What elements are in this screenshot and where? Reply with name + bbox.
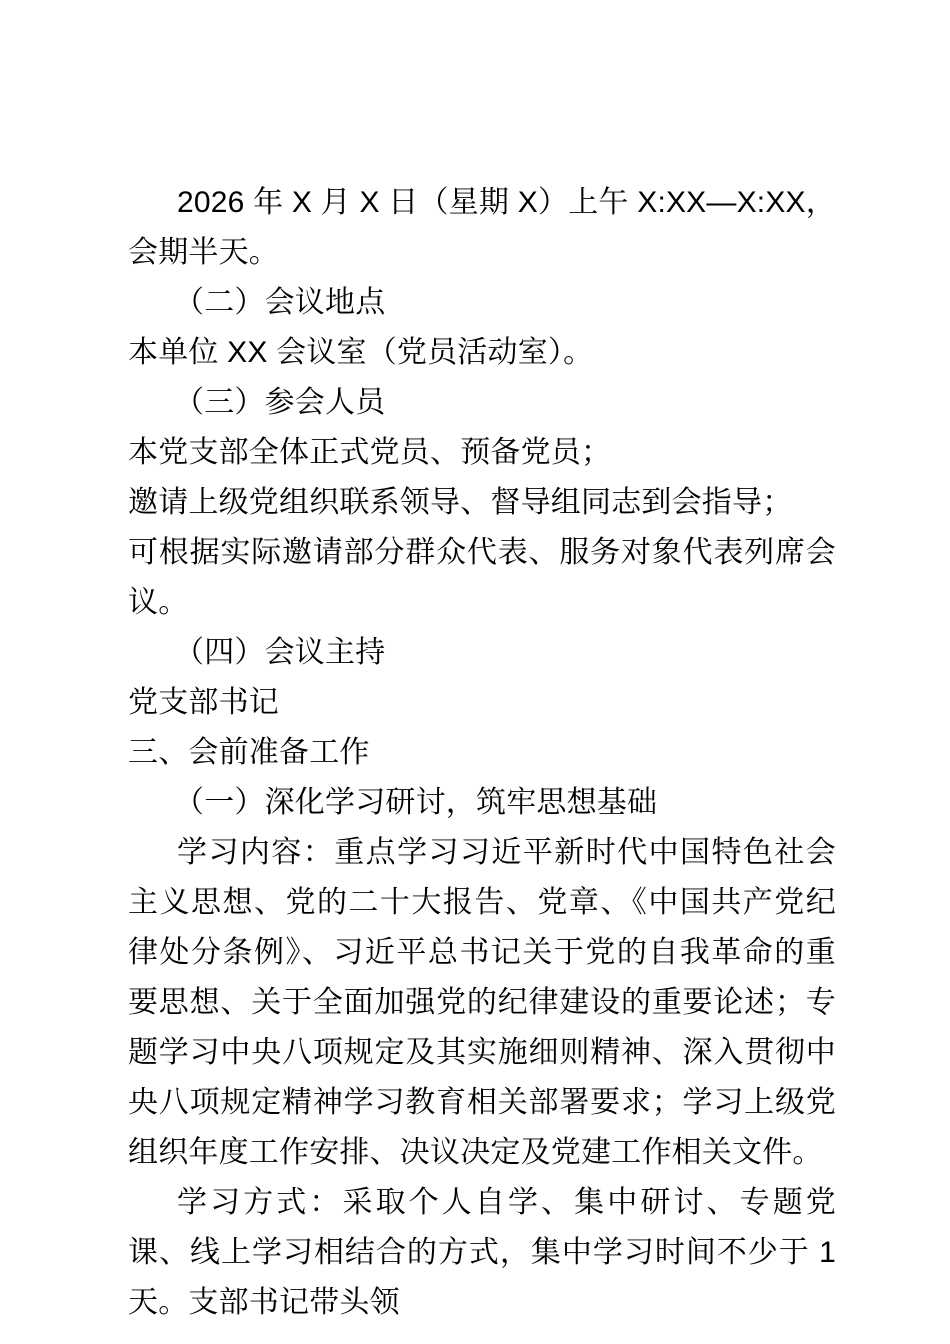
paragraph-meeting-time: 2026 年 X 月 X 日（星期 X）上午 X:XX—X:XX，会期半天。 [128, 186, 836, 269]
paragraph-section-2-venue-body: 本单位 XX 会议室（党员活动室）。 [128, 336, 594, 369]
paragraph-attendees-public-representatives: 可根据实际邀请部分群众代表、服务对象代表列席会议。 [128, 536, 836, 619]
paragraph-attendees-invited-leaders: 邀请上级党组织联系领导、督导组同志到会指导； [128, 486, 793, 519]
paragraph-study-method: 学习方式：采取个人自学、集中研讨、专题党课、线上学习相结合的方式，集中学习时间不少于 1 天。支部书记带头领 [128, 1186, 836, 1319]
paragraph-study-content: 学习内容：重点学习习近平新时代中国特色社会主义思想、党的二十大报告、党章、《中国共产党纪律处分条例》、习近平总书记关于党的自我革命的重要思想、关于全面加强党的纪律建设的重要论述；专题学习中央八项规定及其实施细则精神、深入贯彻中央八项规定精神学习教育相关部署要求；学习上级党组织年度工作安排、决议决定及党建工作相关文件。 [128, 836, 836, 1169]
heading-chapter-3-sub-1-study: （一）深化学习研讨，筑牢思想基础 [174, 786, 658, 819]
paragraph-section-4-chair-body: 党支部书记 [128, 686, 279, 719]
heading-section-3-attendees: （三）参会人员 [174, 386, 386, 419]
heading-section-4-chair: （四）会议主持 [174, 636, 386, 669]
document-body [128, 178, 836, 1328]
heading-section-2-venue: （二）会议地点 [174, 286, 386, 319]
heading-chapter-3-preparation: 三、会前准备工作 [128, 736, 370, 769]
paragraph-attendees-members: 本党支部全体正式党员、预备党员； [128, 436, 612, 469]
